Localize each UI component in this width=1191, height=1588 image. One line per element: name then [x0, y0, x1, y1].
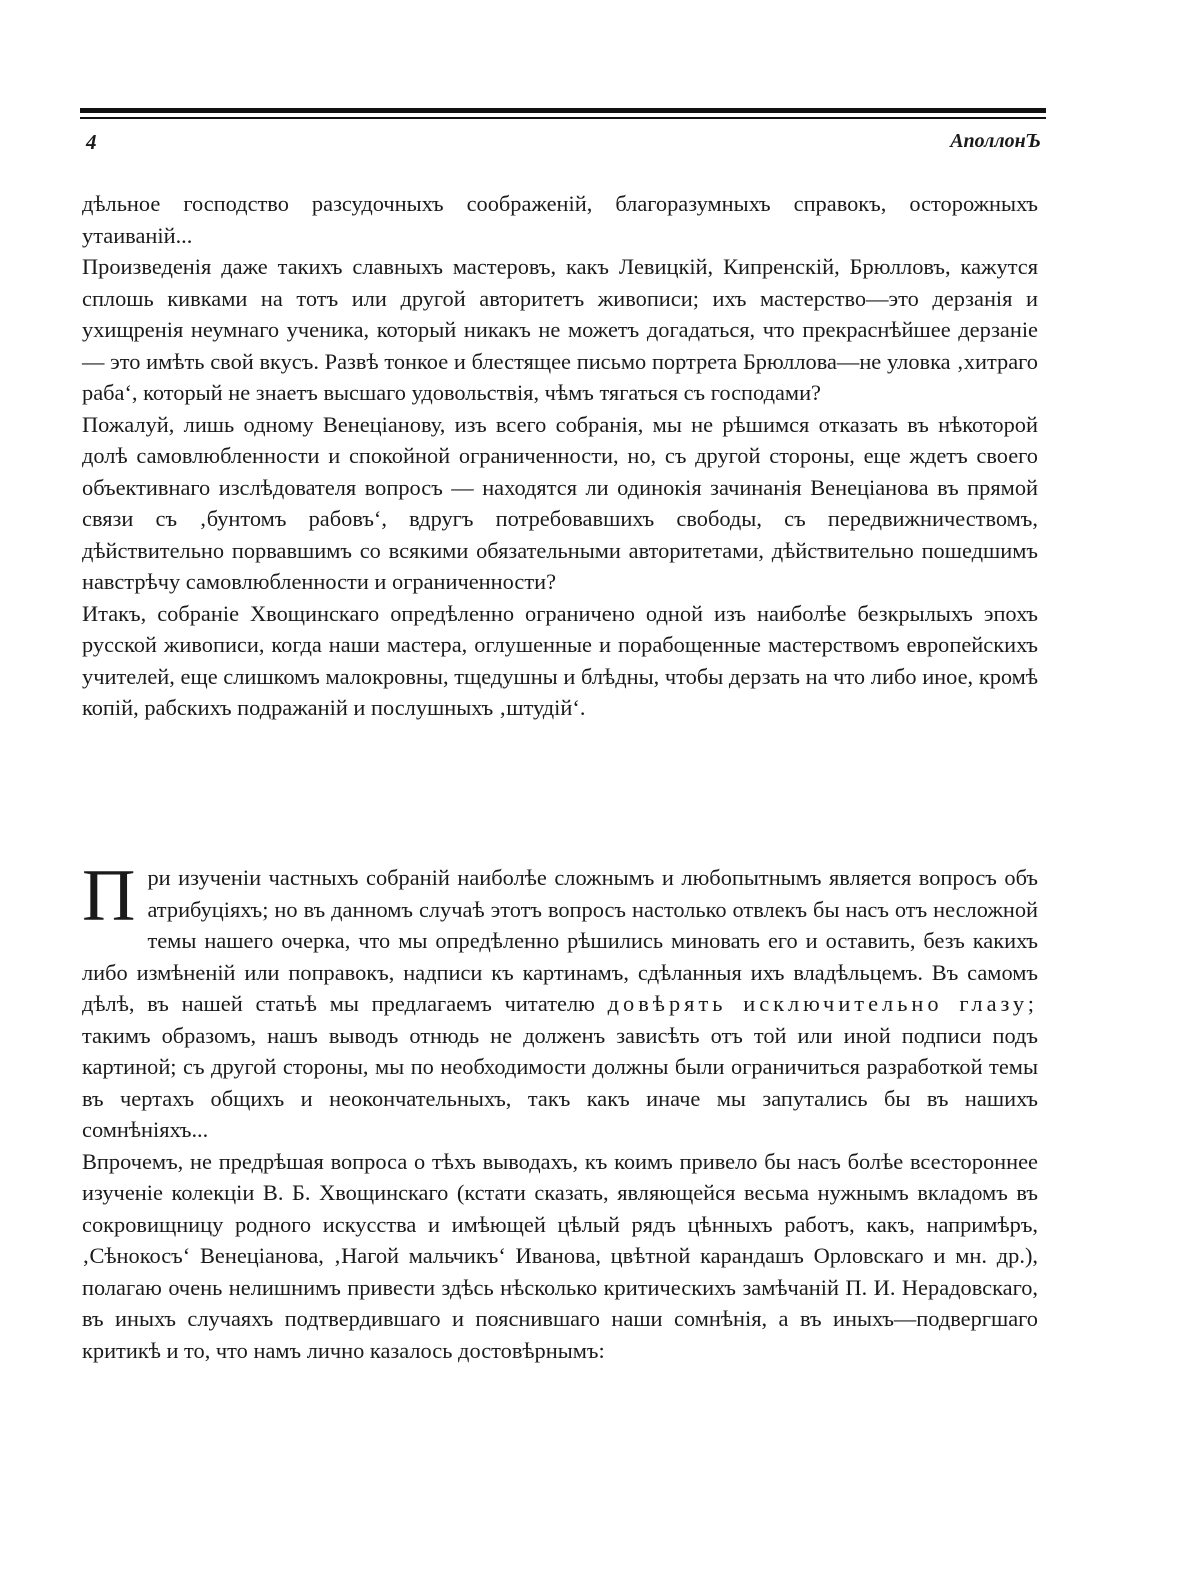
- running-head: [86, 126, 1041, 160]
- body-section-one: [82, 188, 1038, 724]
- paragraph-attributions-end: такимъ образомъ, нашъ выводъ отнюдь не долженъ зависѣть отъ той или иной подписи подъ картиной; съ другой стороны, мы по необходимости должны были ограничиться разработкой темы въ чертахъ общихъ и неокончательныхъ, такъ какъ иначе мы запутались бы въ нашихъ сомнѣніяхъ...: [82, 1022, 1038, 1142]
- header-rule-thick: [80, 108, 1046, 113]
- drop-cap-initial: П: [82, 855, 136, 937]
- paragraph-venetsianov: Пожалуй, лишь одному Венеціанову, изъ всего собранія, мы не рѣшимся отказать въ нѣкоторой долѣ самовлюбленности и спокойной ограниченности, но, съ другой стороны, еще ждетъ своего объективнаго изслѣдователя вопросъ — находятся ли одинокія зачинанія Венеціанова въ прямой связи съ ‚бунтомъ рабовъ‘, вдругъ потребовавшихъ свободы, съ передвижничествомъ, дѣйствительно порвавшимъ со всякими обязательными авторитетами, дѣйствительно пошедшимъ навстрѣчу самовлюбленности и ограниченности?: [82, 411, 1038, 594]
- paragraph-collection-summary: Итакъ, собраніе Хвощинскаго опредѣленно ограничено одной изъ наиболѣе безкрылыхъ эпохъ русской живописи, когда наши мастера, оглушенные и порабощенные мастерствомъ европейскихъ учителей, еще слишкомъ малокровны, тщедушны и блѣдны, чтобы дерзать на что либо иное, кромѣ копій, рабскихъ подражаній и послушныхъ ‚штудій‘.: [82, 600, 1038, 720]
- body-section-two: [82, 855, 1039, 1366]
- header-rule-thin: [80, 117, 1046, 119]
- page-number: 4: [86, 130, 97, 154]
- paragraph-neradovsky: Впрочемъ, не предрѣшая вопроса о тѣхъ выводахъ, къ коимъ привело бы насъ болѣе всестороннее изученіе колекціи В. Б. Хвощинскаго (кстати сказать, являющейся весьма нужнымъ вкладомъ въ сокровищницу родного искусства и имѣющей цѣлый рядъ цѣнныхъ работъ, какъ, напримѣръ, ‚Сѣнокосъ‘ Венеціанова, ‚Нагой мальчикъ‘ Иванова, цвѣтной карандашъ Орловскаго и мн. др.), полагаю очень нелишнимъ привести здѣсь нѣсколько критическихъ замѣчаній П. И. Нерадовскаго, въ иныхъ случаяхъ подтвердившаго и пояснившаго наши сомнѣнія, а въ иныхъ—подвергшаго критикѣ и то, что намъ лично казалось достовѣрнымъ:: [82, 1148, 1038, 1363]
- paragraph-attributions-start: ри изученіи частныхъ собраній наиболѣе сложнымъ и любопытнымъ является вопросъ объ атрибуціяхъ; но въ данномъ случаѣ этотъ вопросъ настолько отвлекъ бы насъ отъ несложной темы нашего очерка, что мы опредѣленно рѣшились миновать его и оставить, безъ какихъ либо измѣненій или поправокъ, надписи къ картинамъ, сдѣланныя ихъ владѣльцемъ. Въ самомъ дѣлѣ, въ нашей статьѣ мы предлагаемъ читателю: [82, 865, 1038, 1016]
- paragraph-continuation: дѣльное господство разсудочныхъ соображеній, благоразумныхъ справокъ, осторожныхъ утаиваній...: [82, 191, 1038, 248]
- paragraph-masters: Произведенія даже такихъ славныхъ мастеровъ, какъ Левицкій, Кипренскій, Брюлловъ, кажутся сплошь кивками на тотъ или другой авторитетъ живописи; ихъ мастерство—это дерзанія и ухищренія неумнаго ученика, который никакъ не можетъ догадаться, что прекраснѣйшее дерзаніе — это имѣть свой вкусъ. Развѣ тонкое и блестящее письмо портрета Брюллова—не уловка ‚хитраго раба‘, который не знаетъ высшаго удовольствія, чѣмъ тягаться съ господами?: [82, 254, 1038, 405]
- journal-title: АполлонЪ: [950, 130, 1041, 152]
- paragraph-attributions: [82, 855, 1039, 1146]
- paragraph-attributions-emphasis: довѣрять исключительно глазу;: [607, 991, 1039, 1016]
